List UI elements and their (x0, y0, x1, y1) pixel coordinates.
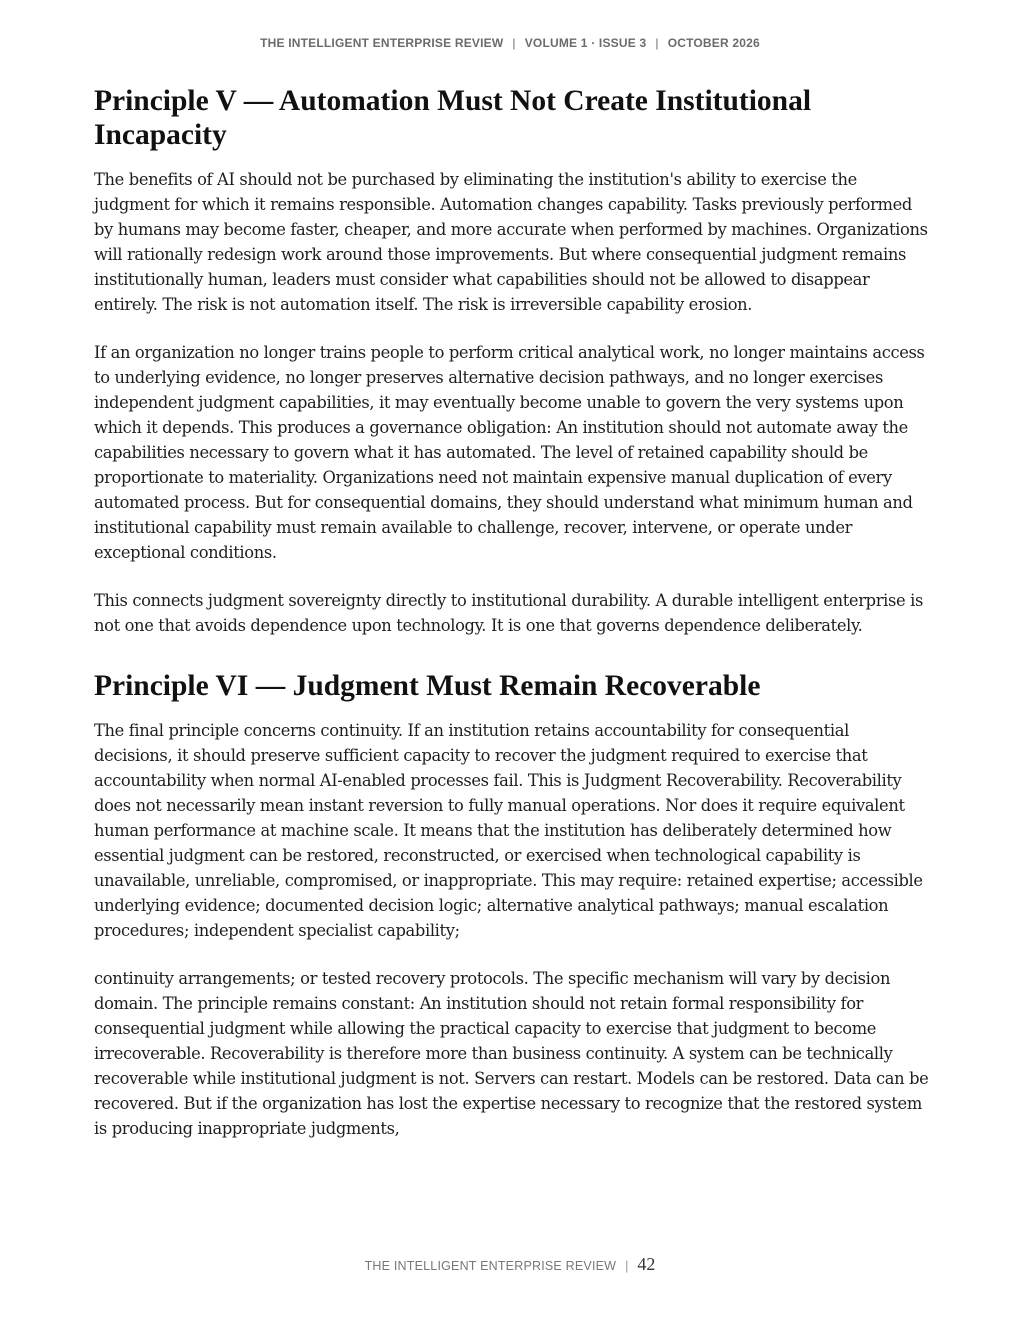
paragraph: The benefits of AI should not be purchased by eliminating the institution's ability to exercise the judgment for which it remains responsible. Automation changes capability. Tasks previously performed by humans may become faster, cheaper, and more accurate when performed by machines. Organizations will rationally redesign work around those improvements. But where consequential judgment remains institutionally human, leaders must consider what capabilities should not be allowed to disappear entirely. The risk is not automation itself. The risk is irreversible capability erosion. (94, 170, 928, 314)
running-header (0, 36, 1020, 50)
header-separator: | (655, 36, 659, 50)
header-volume: VOLUME 1 · ISSUE 3 (524, 36, 647, 50)
section-heading-principle-v: Principle V — Automation Must Not Create Institutional Incapacity (94, 85, 812, 151)
page-number: 42 (637, 1254, 656, 1274)
paragraph: continuity arrangements; or tested recovery protocols. The specific mechanism will vary by decision domain. The principle remains constant: An institution should not retain formal responsibility for consequential judgment while allowing the practical capacity to exercise that judgment to become irrecoverable. Recoverability is therefore more than business continuity. A system can be technically recoverable while institutional judgment is not. Servers can restart. Models can be restored. Data can be recovered. But if the organization has lost the expertise necessary to recognize that the restored system is producing inappropriate judgments, (94, 969, 929, 1138)
footer-publication: THE INTELLIGENT ENTERPRISE REVIEW (364, 1259, 617, 1273)
section-heading-principle-vi: Principle VI — Judgment Must Remain Recoverable (94, 670, 761, 702)
header-separator: | (512, 36, 516, 50)
header-date: OCTOBER 2026 (667, 36, 760, 50)
running-footer (0, 1254, 1020, 1275)
paragraph: The final principle concerns continuity. If an institution retains accountability for consequential decisions, it should preserve sufficient capacity to recover the judgment required to exercise that accountability when normal AI-enabled processes fail. This is Judgment Recoverability. Recoverability does not necessarily mean instant reversion to fully manual operations. Nor does it require equivalent human performance at machine scale. It means that the institution has deliberately determined how essential judgment can be restored, reconstructed, or exercised when technological capability is unavailable, unreliable, compromised, or inappropriate. This may require: retained expertise; accessible underlying evidence; documented decision logic; alternative analytical pathways; manual escalation procedures; independent specialist capability; (94, 721, 923, 940)
header-publication: THE INTELLIGENT ENTERPRISE REVIEW (260, 36, 504, 50)
paragraph: This connects judgment sovereignty directly to institutional durability. A durable intelligent enterprise is not one that avoids dependence upon technology. It is one that governs dependence deliberately. (94, 591, 923, 635)
article-body (94, 84, 930, 1164)
paragraph: If an organization no longer trains people to perform critical analytical work, no longer maintains access to underlying evidence, no longer preserves alternative decision pathways, and no longer exercises independent judgment capabilities, it may eventually become unable to govern the very systems upon which it depends. This produces a governance obligation: An institution should not automate away the capabilities necessary to govern what it has automated. The level of retained capability should be proportionate to materiality. Organizations need not maintain expensive manual duplication of every automated process. But for consequential domains, they should understand what minimum human and institutional capability must remain available to challenge, recover, intervene, or operate under exceptional conditions. (94, 343, 925, 562)
footer-separator: | (625, 1259, 629, 1273)
